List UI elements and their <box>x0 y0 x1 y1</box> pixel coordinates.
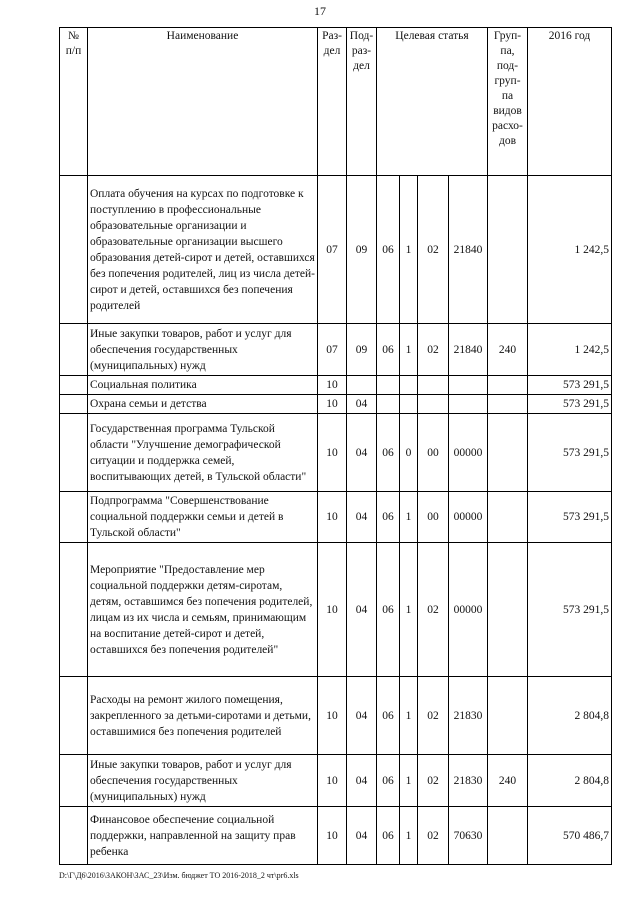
row-target-program: 06 <box>377 677 400 755</box>
row-target-program: 06 <box>377 324 400 376</box>
header-name: Наименование <box>88 28 318 176</box>
row-name: Мероприятие "Предоставление мер социальной поддержки детям-сиротам, детям, оставшимся без попечения родителей, лицам из их числа и семьям, принимающим на воспитание детей-сирот и детей, оставшихся без попечения родителей" <box>88 543 318 677</box>
table-row <box>60 492 612 543</box>
row-target-direction: 00000 <box>449 543 488 677</box>
row-subsection: 04 <box>347 807 377 865</box>
row-target-subprogram: 1 <box>400 543 418 677</box>
row-num <box>60 807 88 865</box>
row-target-program <box>377 395 400 414</box>
row-section: 10 <box>318 414 347 492</box>
row-section: 07 <box>318 176 347 324</box>
row-section: 10 <box>318 376 347 395</box>
row-section: 10 <box>318 543 347 677</box>
row-target-direction: 21830 <box>449 677 488 755</box>
row-target-subprogram: 1 <box>400 324 418 376</box>
row-name: Расходы на ремонт жилого помещения, закрепленного за детьми-сиротами и детьми, оставшимися без попечения родителей <box>88 677 318 755</box>
row-amount: 573 291,5 <box>528 395 612 414</box>
row-target-direction: 00000 <box>449 414 488 492</box>
row-target-subprogram: 1 <box>400 755 418 807</box>
row-subsection: 04 <box>347 543 377 677</box>
row-amount: 1 242,5 <box>528 176 612 324</box>
table-row <box>60 176 612 324</box>
row-name: Финансовое обеспечение социальной поддержки, направленной на защиту прав ребенка <box>88 807 318 865</box>
row-subsection: 04 <box>347 755 377 807</box>
table-row <box>60 677 612 755</box>
row-target-program <box>377 376 400 395</box>
row-section: 10 <box>318 755 347 807</box>
row-num <box>60 376 88 395</box>
row-amount: 2 804,8 <box>528 677 612 755</box>
row-num <box>60 176 88 324</box>
row-num <box>60 755 88 807</box>
row-target-subprogram <box>400 395 418 414</box>
header-num: № п/п <box>60 28 88 176</box>
row-target-subprogram: 1 <box>400 677 418 755</box>
row-target-event <box>418 376 449 395</box>
row-expense-group <box>488 414 528 492</box>
row-expense-group <box>488 492 528 543</box>
row-target-direction: 70630 <box>449 807 488 865</box>
row-num <box>60 492 88 543</box>
row-target-direction: 00000 <box>449 492 488 543</box>
row-target-subprogram: 0 <box>400 414 418 492</box>
row-name: Охрана семьи и детства <box>88 395 318 414</box>
row-expense-group <box>488 677 528 755</box>
row-target-event: 00 <box>418 492 449 543</box>
row-name: Иные закупки товаров, работ и услуг для обеспечения государственных (муниципальных) нужд <box>88 755 318 807</box>
row-num <box>60 324 88 376</box>
row-expense-group <box>488 543 528 677</box>
table-row <box>60 543 612 677</box>
row-section: 10 <box>318 807 347 865</box>
row-target-direction: 21840 <box>449 176 488 324</box>
budget-table <box>59 27 612 865</box>
row-target-event: 00 <box>418 414 449 492</box>
row-expense-group: 240 <box>488 324 528 376</box>
row-expense-group <box>488 807 528 865</box>
table-row <box>60 395 612 414</box>
row-expense-group <box>488 395 528 414</box>
row-target-program: 06 <box>377 755 400 807</box>
row-target-program: 06 <box>377 807 400 865</box>
row-target-subprogram <box>400 376 418 395</box>
table-row <box>60 414 612 492</box>
table-row <box>60 755 612 807</box>
header-year: 2016 год <box>528 28 612 176</box>
row-target-event <box>418 395 449 414</box>
row-amount: 2 804,8 <box>528 755 612 807</box>
row-target-program: 06 <box>377 176 400 324</box>
page-number: 17 <box>314 4 326 18</box>
row-name: Оплата обучения на курсах по подготовке к поступлению в профессиональные образовательные организации и образовательные организации высшего образования детей-сирот и детей, оставшихся без попечения родителей, лиц из числа детей-сирот и детей, оставшихся без попечения родителей <box>88 176 318 324</box>
row-name: Иные закупки товаров, работ и услуг для обеспечения государственных (муниципальных) нужд <box>88 324 318 376</box>
header-subsection: Под- раз- дел <box>347 28 377 176</box>
row-amount: 573 291,5 <box>528 492 612 543</box>
row-target-event: 02 <box>418 324 449 376</box>
header-group: Груп- па, под- груп- па видов расхо- дов <box>488 28 528 176</box>
row-subsection: 09 <box>347 324 377 376</box>
header-target: Целевая статья <box>377 28 488 176</box>
row-amount: 1 242,5 <box>528 324 612 376</box>
row-section: 10 <box>318 395 347 414</box>
row-target-direction: 21840 <box>449 324 488 376</box>
row-target-subprogram: 1 <box>400 807 418 865</box>
row-num <box>60 414 88 492</box>
file-path-footer: D:\Г\Д6\2016\ЗАКОН\ЗАС_23\Изм. бюджет ТО 2016-2018_2 чт\pr6.xls <box>59 871 299 880</box>
row-target-direction <box>449 376 488 395</box>
row-subsection: 04 <box>347 677 377 755</box>
row-target-program: 06 <box>377 492 400 543</box>
row-target-program: 06 <box>377 543 400 677</box>
header-section: Раз- дел <box>318 28 347 176</box>
row-section: 07 <box>318 324 347 376</box>
row-section: 10 <box>318 677 347 755</box>
table-body <box>60 176 612 865</box>
table-row <box>60 376 612 395</box>
row-target-subprogram: 1 <box>400 492 418 543</box>
row-target-event: 02 <box>418 543 449 677</box>
row-name: Социальная политика <box>88 376 318 395</box>
row-target-direction <box>449 395 488 414</box>
row-target-event: 02 <box>418 807 449 865</box>
row-section: 10 <box>318 492 347 543</box>
row-name: Подпрограмма "Совершенствование социальной поддержки семьи и детей в Тульской области" <box>88 492 318 543</box>
row-target-subprogram: 1 <box>400 176 418 324</box>
table-row <box>60 807 612 865</box>
row-target-direction: 21830 <box>449 755 488 807</box>
row-amount: 573 291,5 <box>528 543 612 677</box>
row-num <box>60 543 88 677</box>
row-target-event: 02 <box>418 677 449 755</box>
row-amount: 570 486,7 <box>528 807 612 865</box>
table-row <box>60 324 612 376</box>
row-expense-group: 240 <box>488 755 528 807</box>
table-header-row <box>60 28 612 176</box>
row-target-event: 02 <box>418 176 449 324</box>
row-subsection: 04 <box>347 492 377 543</box>
row-num <box>60 677 88 755</box>
row-subsection: 09 <box>347 176 377 324</box>
row-name: Государственная программа Тульской области "Улучшение демографической ситуации и поддержка семей, воспитывающих детей, в Тульской области" <box>88 414 318 492</box>
row-expense-group <box>488 376 528 395</box>
row-num <box>60 395 88 414</box>
row-expense-group <box>488 176 528 324</box>
row-target-event: 02 <box>418 755 449 807</box>
row-subsection: 04 <box>347 414 377 492</box>
row-amount: 573 291,5 <box>528 414 612 492</box>
row-subsection <box>347 376 377 395</box>
row-amount: 573 291,5 <box>528 376 612 395</box>
row-target-program: 06 <box>377 414 400 492</box>
row-subsection: 04 <box>347 395 377 414</box>
